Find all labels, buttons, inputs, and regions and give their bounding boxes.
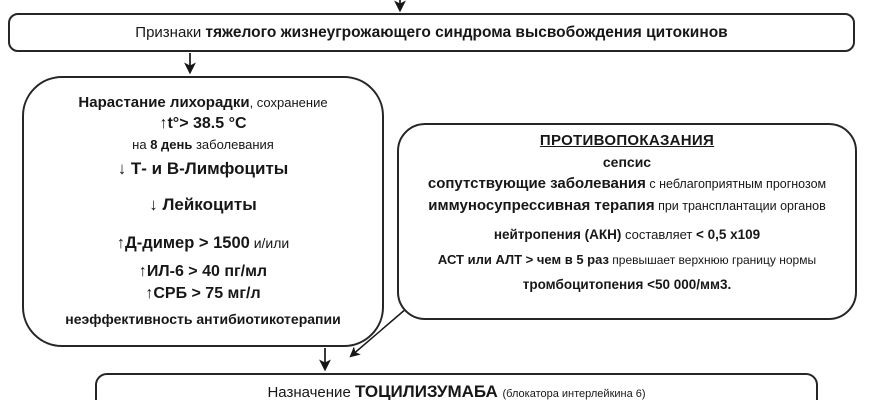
clinical-signs-box	[22, 76, 384, 347]
fever-line: Нарастание лихорадки, сохранение	[78, 94, 328, 111]
comorbidities-line: сопутствующие заболевания с неблагоприятным прогнозом	[427, 175, 827, 192]
neutropenia-line: нейтропения (АКН) составляет < 0,5 х109	[493, 227, 761, 242]
temperature-line: ↑t°> 38.5 °C	[159, 115, 247, 132]
criteria-emphasis: тяжелого жизнеугрожающего синдрома высвобождения цитокинов	[205, 23, 728, 41]
lymphocytes-line: ↓ Т- и В-Лимфоциты	[117, 159, 289, 178]
il6-line: ↑ИЛ-6 > 40 пг/мл	[138, 263, 268, 280]
tocilizumab-box	[95, 373, 818, 400]
criteria-prefix: Признаки	[135, 23, 206, 41]
immunosuppression-line: иммуносупрессивная терапия при трансплантации органов	[428, 197, 826, 214]
ddimer-line: ↑Д-димер > 1500 и/или	[116, 234, 290, 252]
crp-line: ↑СРБ > 75 мг/л	[145, 285, 261, 302]
contraindications-box	[397, 123, 857, 320]
criteria-box	[8, 13, 855, 52]
leukocytes-line: ↓ Лейкоциты	[149, 195, 257, 214]
tocilizumab-line: Назначение ТОЦИЛИЗУМАБА (блокатора интерлейкина 6)	[267, 382, 646, 400]
day-line: на 8 день заболевания	[132, 137, 274, 152]
sepsis-line: сепсис	[602, 154, 652, 170]
thrombocytopenia-line: тромбоцитопения <50 000/мм3.	[522, 277, 732, 292]
contraindications-title: ПРОТИВОПОКАЗАНИЯ	[539, 132, 715, 149]
criteria-text	[135, 24, 727, 42]
ast-alt-line: АСТ или АЛТ > чем в 5 раз превышает верхнюю границу нормы	[437, 252, 817, 267]
antibiotics-line: неэффективность антибиотикотерапии	[65, 311, 341, 327]
